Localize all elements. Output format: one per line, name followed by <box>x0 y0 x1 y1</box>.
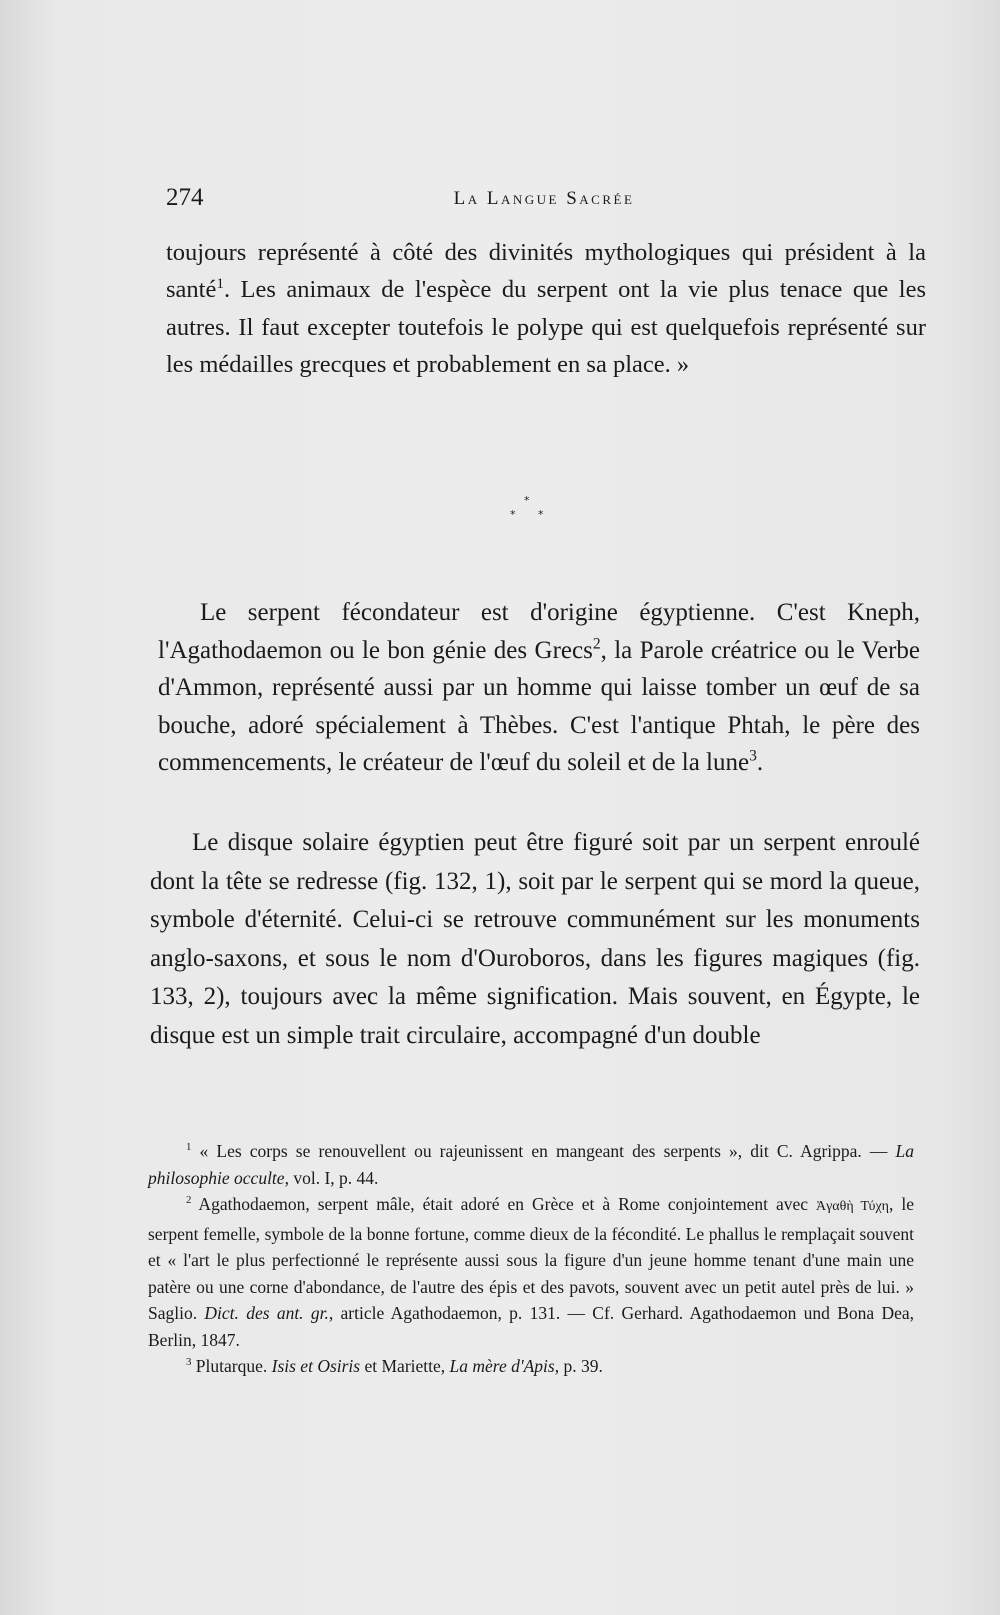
footnote-3-title-2: La mère d'Apis <box>449 1356 555 1376</box>
page-number: 274 <box>166 184 204 211</box>
footnote-3-text-a: Plutarque. <box>191 1356 272 1376</box>
footnote-3-text-b: et Mariette, <box>360 1356 450 1376</box>
footnote-2-text-c: , article Agathodaemon, p. 131. — Cf. Gerhard. Agathodaemon und Bona Dea, Berlin, 1847. <box>148 1303 914 1350</box>
footnote-1 <box>148 1138 914 1191</box>
footnote-3-text-c: , p. 39. <box>554 1356 603 1376</box>
separator-star-right: * <box>538 508 544 521</box>
footnote-2-title: Dict. des ant. gr. <box>204 1303 329 1323</box>
footnote-3 <box>148 1353 914 1380</box>
paragraph-1-text: toujours représenté à côté des divinités mythologiques qui président à la santé <box>166 239 926 304</box>
paragraph-2-text-b: , la Parole créatrice ou le Verbe d'Ammon, représenté aussi par un homme qui laisse tomber un œuf de sa bouche, adoré spécialement à Thèbes. C'est l'antique Phtah, le père des commencements, le créateur de l'œuf du soleil et de la lune <box>158 636 920 776</box>
footnote-ref-3: 3 <box>749 747 757 765</box>
paragraph-2-end: . <box>756 749 764 776</box>
footnote-1-title: La philosophie occulte <box>148 1141 914 1188</box>
footnote-3-title-1: Isis et Osiris <box>271 1356 361 1376</box>
page-header <box>166 184 922 216</box>
footnote-2 <box>148 1191 914 1353</box>
running-title: La Langue Sacrée <box>453 188 635 209</box>
paragraph-1-rest: . Les animaux de l'espèce du serpent ont la vie plus tenace que les autres. Il faut excepter toutefois le polype qui est quelquefois représenté sur les médailles grecques et probablement en sa place. » <box>166 276 926 378</box>
footnote-2-text-b: , le serpent femelle, symbole de la bonne fortune, comme dieux de la fécondité. Le phallus le remplaçait souvent et « l'art le plus perfectionné le représente aussi sous la figure d'un jeune homme tenant d'une main une patère ou une corne d'abondance, de l'autre des épis et des pavots, souvent avec un petit autel près de lui. » Saglio. <box>148 1194 914 1323</box>
footnotes <box>148 1138 914 1380</box>
footnote-ref-1: 1 <box>216 275 224 293</box>
paragraph-2 <box>158 594 920 782</box>
footnote-ref-2: 2 <box>592 635 601 653</box>
paragraph-1 <box>166 234 926 383</box>
section-separator <box>510 494 550 524</box>
footnote-1-text-a: « Les corps se renouvellent ou rajeunissent en mangeant des serpents », dit C. Agrippa. — <box>191 1141 896 1161</box>
paragraph-2-text-a: Le serpent fécondateur est d'origine égyptienne. C'est Kneph, l'Agathodaemon ou le bon génie des Grecs <box>158 599 920 664</box>
footnote-1-mark: 1 <box>186 1141 192 1154</box>
footnote-1-text-b: , vol. I, p. 44. <box>284 1167 379 1188</box>
footnote-3-mark: 3 <box>186 1356 192 1369</box>
footnote-2-greek: Ἀγαθὴ Τύχη <box>816 1199 890 1214</box>
paragraph-3: Le disque solaire égyptien peut être figuré soit par un serpent enroulé dont la tête se redresse (fig. 132, 1), soit par le serpent qui se mord la queue, symbole d'éternité. Celui-ci se retrouve communément sur les monuments anglo-saxons, et sous le nom d'Ouroboros, dans les figures magiques (fig. 133, 2), toujours avec la même signification. Mais souvent, en Égypte, le disque est un simple trait circulaire, accompagné d'un double <box>150 829 920 1049</box>
separator-star-top: * <box>524 494 530 507</box>
footnote-2-mark: 2 <box>186 1194 192 1207</box>
footnote-2-text-a: Agathodaemon, serpent mâle, était adoré en Grèce et à Rome conjointement avec <box>191 1194 816 1214</box>
separator-star-left: * <box>510 508 516 521</box>
